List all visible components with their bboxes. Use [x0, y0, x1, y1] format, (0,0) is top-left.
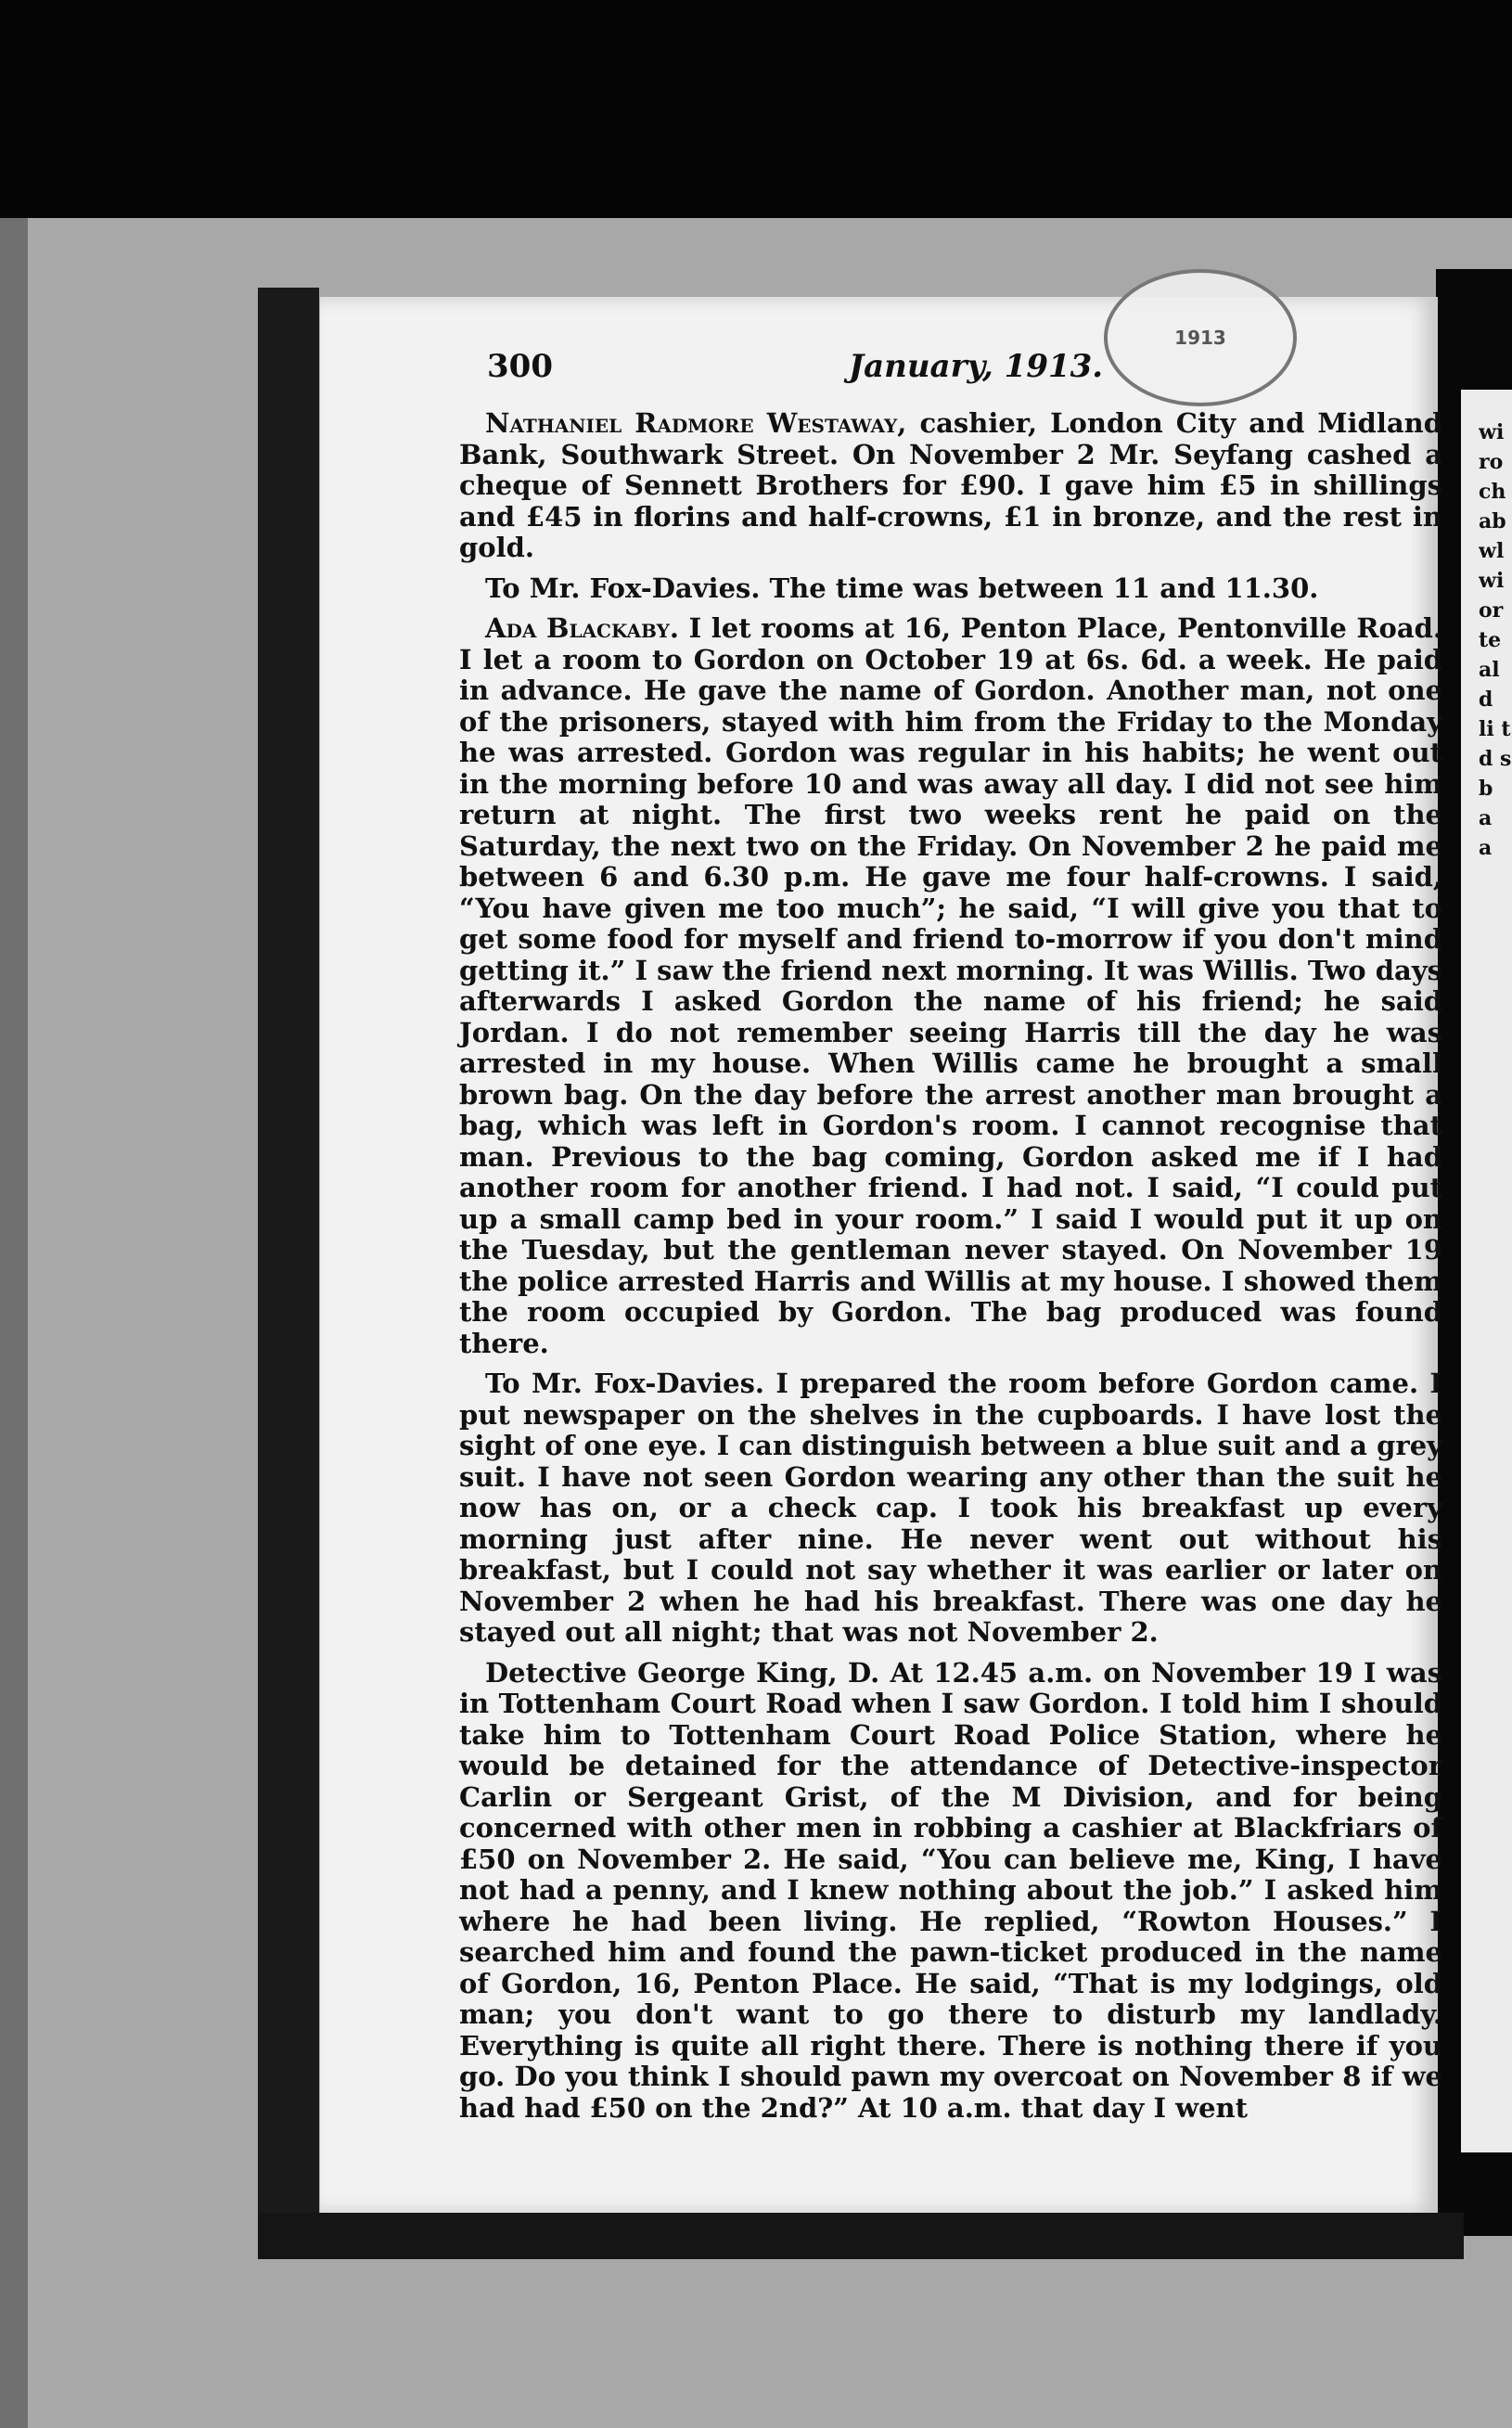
stamp-text: 1913	[1174, 327, 1226, 349]
adjacent-page-fragments: wi ro ch ab wl wi or te al d li t d s b a a	[1479, 420, 1512, 860]
book-bottom-edge	[258, 2213, 1464, 2259]
library-stamp	[1104, 269, 1297, 406]
running-title: January, 1913.	[849, 348, 1104, 385]
paragraph-text: To Mr. Fox-Davies. I prepared the room before Gordon came. I put newspaper on the shelves in the cupboards. I have lost the sight of one eye. I can distinguish between a blue suit and a grey suit. I have not seen Gordon wearing any other than the suit he now has on, or a check cap. I took his breakfast up every morning just after nine. He never went out without his breakfast, but I could not say whether it was earlier or later on November 2 when he had his breakfast. There was one day he stayed out all night; that was not November 2.	[459, 1368, 1442, 1648]
paragraph	[459, 573, 1442, 605]
page-number: 300	[487, 348, 553, 385]
speaker-name: Nathaniel Radmore Westaway,	[485, 407, 907, 439]
paragraph	[459, 1658, 1442, 2125]
scan-top-border	[0, 0, 1512, 218]
paragraph	[459, 408, 1442, 564]
speaker-name: Ada Blackaby.	[485, 612, 679, 644]
body-text	[459, 408, 1442, 2133]
running-head	[487, 348, 1118, 394]
scan-left-margin	[0, 218, 28, 2428]
paragraph-text: To Mr. Fox-Davies. The time was between 11 and 11.30.	[485, 572, 1319, 604]
paragraph-text: I let rooms at 16, Penton Place, Pentonville Road. I let a room to Gordon on October 19 at 6s. 6d. a week. He paid in advance. He gave the name of Gordon. Another man, not one of the prisoners, stayed with him from the Friday to the Monday he was arrested. Gordon was regular in his habits; he went out in the morning before 10 and was away all day. I did not see him return at night. The first two weeks rent he paid on the Saturday, the next two on the Friday. On November 2 he paid me between 6 and 6.30 p.m. He gave me four half-crowns. I said, “You have given me too much”; he said, “I will give you that to get some food for myself and friend to-morrow if you don't mind getting it.” I saw the friend next morning. It was Willis. Two days afterwards I asked Gordon the name of his friend; he said Jordan. I do not remember seeing Harris till the day he was arrested in my house. When Willis came he brought a small brown bag. On the day before the arrest another man brought a bag, which was left in Gordon's room. I cannot recognise that man. Previous to the bag coming, Gordon asked me if I had another room for another friend. I had not. I said, “I could put up a small camp bed in your room.” I said I would put it up on the Tuesday, but the gentleman never stayed. On November 19 the police arrested Harris and Willis at my house. I showed them the room occupied by Gordon. The bag produced was found there.	[459, 612, 1442, 1359]
paragraph-text: cashier, London City and Midland Bank, Southwark Street. On November 2 Mr. Seyfang cashed a cheque of Sennett Brothers for £90. I gave him £5 in shillings and £45 in florins and half-crowns, £1 in bronze, and the rest in gold.	[459, 407, 1443, 563]
adjacent-page	[1461, 390, 1512, 2152]
book-edge-left	[258, 288, 319, 2245]
paragraph-text: Detective George King, D. At 12.45 a.m. on November 19 I was in Tottenham Court Road when I saw Gordon. I told him I should take him to Tottenham Court Road Police Station, where he would be detained for the attendance of Detective-inspector Carlin or Sergeant Grist, of the M Division, and for being concerned with other men in robbing a cashier at Blackfriars of £50 on November 2. He said, “You can believe me, King, I have not had a penny, and I knew nothing about the job.” I asked him where he had been living. He replied, “Rowton Houses.” I searched him and found the pawn-ticket produced in the name of Gordon, 16, Penton Place. He said, “That is my lodgings, old man; you don't want to go there to disturb my landlady. Everything is quite all right there. There is nothing there if you go. Do you think I should pawn my overcoat on November 8 if we had had £50 on the 2nd?” At 10 a.m. that day I went	[459, 1656, 1442, 2124]
paragraph	[459, 613, 1442, 1359]
paragraph	[459, 1368, 1442, 1649]
